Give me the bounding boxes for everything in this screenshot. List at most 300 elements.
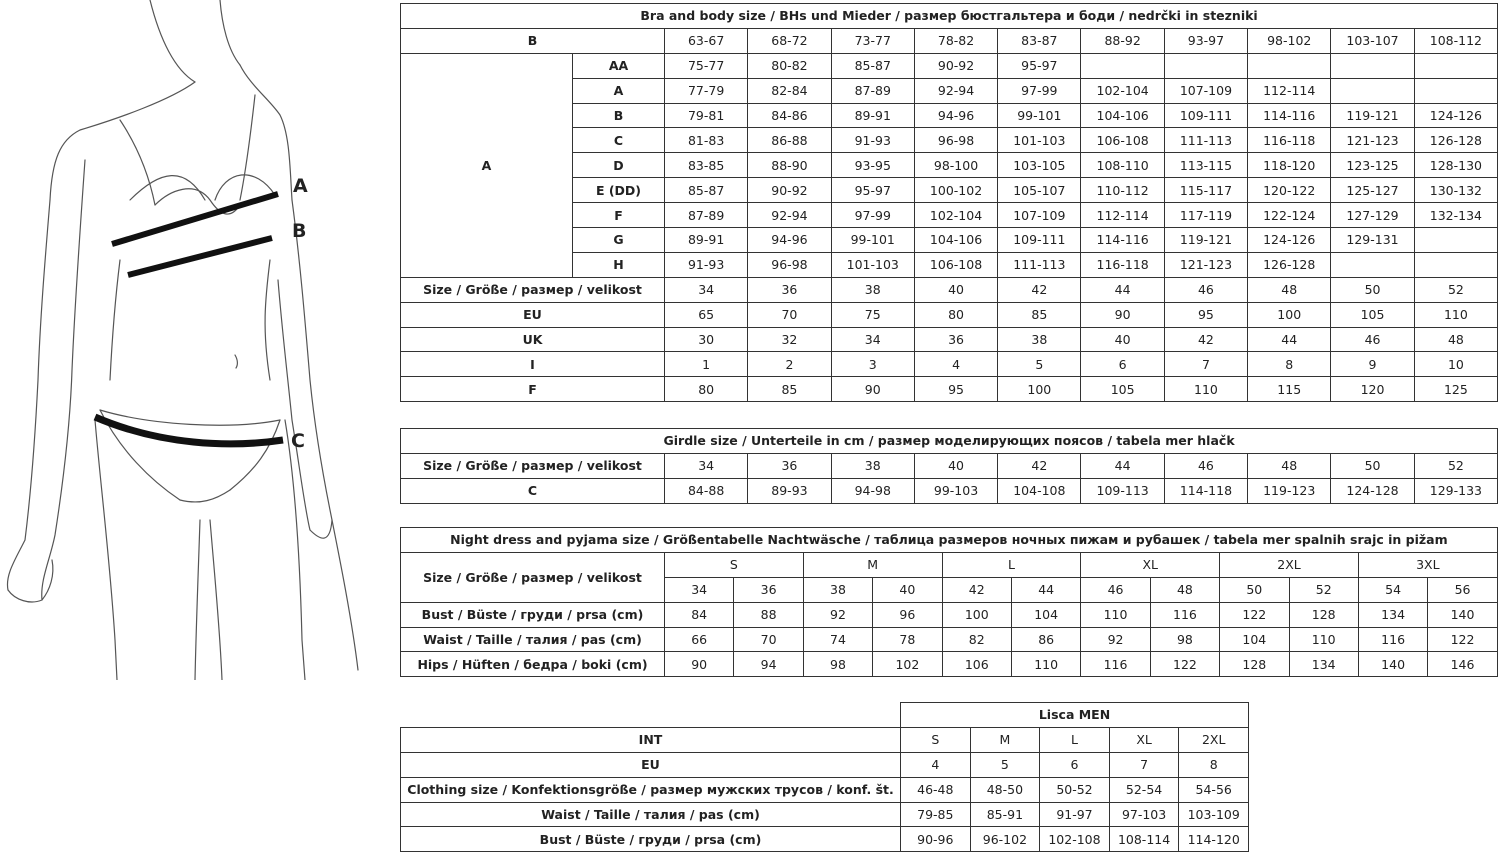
cell: 92 (803, 602, 872, 627)
cell: 84 (665, 602, 734, 627)
table-row (401, 727, 1249, 752)
cell: 38 (831, 277, 914, 302)
cell: 46 (1331, 327, 1414, 352)
cell: 100 (942, 602, 1011, 627)
row-label: Clothing size / Konfektionsgröße / размер мужских трусов / konf. št. (401, 777, 901, 802)
cell: 48 (1248, 277, 1331, 302)
cell: 5 (970, 752, 1040, 777)
cell (1248, 53, 1331, 78)
row-label: EU (401, 302, 665, 327)
size-number: 56 (1428, 577, 1498, 602)
cell: 146 (1428, 652, 1498, 677)
cell: 88-90 (748, 153, 831, 178)
cup-label: AA (573, 53, 665, 78)
cell: 122 (1150, 652, 1219, 677)
label-c: C (291, 430, 305, 452)
row-label: UK (401, 327, 665, 352)
cell: 109-111 (998, 228, 1081, 253)
size-letter: 2XL (1220, 552, 1359, 577)
cell: 94-96 (914, 103, 997, 128)
cell: 80-82 (748, 53, 831, 78)
cell: 46 (1164, 277, 1247, 302)
table-row (401, 827, 1249, 852)
row-label: Size / Größe / размер / velikost (401, 453, 665, 478)
cell: 44 (1248, 327, 1331, 352)
cell: 7 (1109, 752, 1179, 777)
cell: L (1040, 727, 1110, 752)
cell: 116 (1081, 652, 1150, 677)
cell: 124-126 (1414, 103, 1497, 128)
cell: 104 (1011, 602, 1080, 627)
cell: 110 (1289, 627, 1358, 652)
cell: 95 (1164, 302, 1247, 327)
table-title: Night dress and pyjama size / Größentabelle Nachtwäsche / таблица размеров ночных пижам и рубашек / tabela mer spalnih srajc in pižam (401, 528, 1498, 553)
cell: 85-87 (831, 53, 914, 78)
cell: 98 (1150, 627, 1219, 652)
cell: 79-81 (665, 103, 748, 128)
cell: 81-83 (665, 128, 748, 153)
cell: 88-92 (1081, 28, 1164, 53)
cell: 82-84 (748, 78, 831, 103)
cell: 90-92 (914, 53, 997, 78)
cell: 99-101 (831, 228, 914, 253)
cell: 104-108 (998, 478, 1081, 503)
cell: 110-112 (1081, 178, 1164, 203)
size-number: 52 (1289, 577, 1358, 602)
cell: 84-88 (665, 478, 748, 503)
row-label: I (401, 352, 665, 377)
cell: 94-98 (831, 478, 914, 503)
cell: 75-77 (665, 53, 748, 78)
cell: 2XL (1179, 727, 1249, 752)
cell: 132-134 (1414, 203, 1497, 228)
cell: 107-109 (1164, 78, 1247, 103)
cell: 73-77 (831, 28, 914, 53)
cell: 116 (1358, 627, 1427, 652)
cell: 110 (1011, 652, 1080, 677)
cell: 117-119 (1164, 203, 1247, 228)
cell: 106-108 (914, 252, 997, 277)
table-title: Lisca MEN (901, 703, 1249, 728)
cup-label: C (573, 128, 665, 153)
cell: 42 (998, 277, 1081, 302)
cell: 103-109 (1179, 802, 1249, 827)
cell: 104-106 (1081, 103, 1164, 128)
cell: 100-102 (914, 178, 997, 203)
cell: 79-85 (901, 802, 971, 827)
cell (1331, 53, 1414, 78)
size-number: 48 (1150, 577, 1219, 602)
cell: 116-118 (1081, 252, 1164, 277)
cell: 99-103 (914, 478, 997, 503)
cell: 96-98 (914, 128, 997, 153)
cell: 122 (1428, 627, 1498, 652)
cell: 96 (873, 602, 942, 627)
cell: 85-91 (970, 802, 1040, 827)
cell: 70 (734, 627, 803, 652)
table-row (401, 377, 1498, 402)
cell: 52 (1414, 453, 1497, 478)
cell: 119-121 (1331, 103, 1414, 128)
cup-label: G (573, 228, 665, 253)
cell: 70 (748, 302, 831, 327)
cell: 120-122 (1248, 178, 1331, 203)
cell: 52-54 (1109, 777, 1179, 802)
cell: 90-96 (901, 827, 971, 852)
cell: 65 (665, 302, 748, 327)
cell: 6 (1081, 352, 1164, 377)
cell: 119-123 (1248, 478, 1331, 503)
cell: 101-103 (998, 128, 1081, 153)
size-number: 42 (942, 577, 1011, 602)
cell: 83-87 (998, 28, 1081, 53)
cell: 125 (1414, 377, 1497, 402)
row-label: INT (401, 727, 901, 752)
cell: 104-106 (914, 228, 997, 253)
cell: 90 (1081, 302, 1164, 327)
cell: 98-102 (1248, 28, 1331, 53)
cell: 92-94 (914, 78, 997, 103)
cell: 80 (914, 302, 997, 327)
cell: 48-50 (970, 777, 1040, 802)
cell: 78 (873, 627, 942, 652)
cup-label: F (573, 203, 665, 228)
cell: 109-111 (1164, 103, 1247, 128)
cell: 94 (734, 652, 803, 677)
cell: 105 (1081, 377, 1164, 402)
cell: 1 (665, 352, 748, 377)
men-size-table (400, 702, 1249, 852)
cell: 115-117 (1164, 178, 1247, 203)
cell: 108-110 (1081, 153, 1164, 178)
cell: 134 (1289, 652, 1358, 677)
cell: 10 (1414, 352, 1497, 377)
cell: 75 (831, 302, 914, 327)
band-c (95, 417, 283, 444)
size-letter: L (942, 552, 1081, 577)
cell: 89-91 (665, 228, 748, 253)
cell: 128-130 (1414, 153, 1497, 178)
cell: 93-95 (831, 153, 914, 178)
cell: 124-126 (1248, 228, 1331, 253)
cell: 107-109 (998, 203, 1081, 228)
cell: 38 (998, 327, 1081, 352)
table-row (401, 302, 1498, 327)
size-letter: S (665, 552, 804, 577)
cup-label: H (573, 252, 665, 277)
cell: 50 (1331, 277, 1414, 302)
cell: 44 (1081, 453, 1164, 478)
cell: 42 (998, 453, 1081, 478)
cell: 124-128 (1331, 478, 1414, 503)
cell: 68-72 (748, 28, 831, 53)
cell: 90 (831, 377, 914, 402)
table-row (401, 352, 1498, 377)
cell: 80 (665, 377, 748, 402)
cell: 116 (1150, 602, 1219, 627)
row-label: C (401, 478, 665, 503)
cell: 5 (998, 352, 1081, 377)
table-row (401, 327, 1498, 352)
cell: 116-118 (1248, 128, 1331, 153)
cell: 74 (803, 627, 872, 652)
cell: 100 (1248, 302, 1331, 327)
cell: 38 (831, 453, 914, 478)
cell: 96-98 (748, 252, 831, 277)
cup-label: B (573, 103, 665, 128)
size-number: 46 (1081, 577, 1150, 602)
cell: 109-113 (1081, 478, 1164, 503)
cell: 111-113 (998, 252, 1081, 277)
cell: 36 (748, 453, 831, 478)
cell: 4 (914, 352, 997, 377)
cell: 52 (1414, 277, 1497, 302)
cell: 103-107 (1331, 28, 1414, 53)
cell (1414, 53, 1497, 78)
cell: 88 (734, 602, 803, 627)
cell (1331, 252, 1414, 277)
cell: 97-103 (1109, 802, 1179, 827)
blank-cell (401, 703, 901, 728)
table-row (401, 802, 1249, 827)
table-row (401, 652, 1498, 677)
cell: 96-102 (970, 827, 1040, 852)
cell: 92-94 (748, 203, 831, 228)
size-number: 34 (665, 577, 734, 602)
cell: 101-103 (831, 252, 914, 277)
cell: 103-105 (998, 153, 1081, 178)
cup-label: E (DD) (573, 178, 665, 203)
size-letter: 3XL (1358, 552, 1497, 577)
cell: 140 (1428, 602, 1498, 627)
table-row (401, 277, 1498, 302)
cell: 9 (1331, 352, 1414, 377)
cell: 40 (1081, 327, 1164, 352)
cell: 95-97 (998, 53, 1081, 78)
row-label: Waist / Taille / талия / pas (cm) (401, 627, 665, 652)
cell: 6 (1040, 752, 1110, 777)
row-label: Waist / Taille / талия / pas (cm) (401, 802, 901, 827)
cell (1414, 228, 1497, 253)
cell: 91-93 (665, 252, 748, 277)
size-number: 54 (1358, 577, 1427, 602)
cell: 114-120 (1179, 827, 1249, 852)
table-row (401, 777, 1249, 802)
size-number: 38 (803, 577, 872, 602)
cell: 48 (1248, 453, 1331, 478)
cell: 97-99 (831, 203, 914, 228)
size-letter: M (803, 552, 942, 577)
size-number: 40 (873, 577, 942, 602)
size-label: Size / Größe / размер / velikost (401, 552, 665, 602)
cell: 102 (873, 652, 942, 677)
cell: 4 (901, 752, 971, 777)
size-letter: XL (1081, 552, 1220, 577)
row-label: Bust / Büste / груди / prsa (cm) (401, 602, 665, 627)
cell: 111-113 (1164, 128, 1247, 153)
label-b: B (292, 220, 307, 242)
cell: 114-118 (1164, 478, 1247, 503)
cell: 82 (942, 627, 1011, 652)
cup-label: D (573, 153, 665, 178)
band-a (112, 194, 278, 244)
cell: 8 (1179, 752, 1249, 777)
cell: 66 (665, 627, 734, 652)
cell: 126-128 (1414, 128, 1497, 153)
cell: 95 (914, 377, 997, 402)
cell: 90 (665, 652, 734, 677)
cell: 36 (914, 327, 997, 352)
row-label: EU (401, 752, 901, 777)
cell: 46 (1164, 453, 1247, 478)
cell: 90-92 (748, 178, 831, 203)
girdle-size-table (400, 428, 1498, 504)
size-number: 50 (1220, 577, 1289, 602)
row-label-b: B (401, 28, 665, 53)
cell: 120 (1331, 377, 1414, 402)
cell: 112-114 (1081, 203, 1164, 228)
cell: 98-100 (914, 153, 997, 178)
cell: 40 (914, 277, 997, 302)
cell: 40 (914, 453, 997, 478)
band-b (128, 238, 272, 275)
cell: 93-97 (1164, 28, 1247, 53)
cell: 108-112 (1414, 28, 1497, 53)
cell: 130-132 (1414, 178, 1497, 203)
cell: 34 (831, 327, 914, 352)
cell: 112-114 (1248, 78, 1331, 103)
cell: 121-123 (1331, 128, 1414, 153)
cell: 34 (665, 277, 748, 302)
cell (1414, 78, 1497, 103)
cell: 84-86 (748, 103, 831, 128)
cell: 129-133 (1414, 478, 1497, 503)
cell: 83-85 (665, 153, 748, 178)
cell (1164, 53, 1247, 78)
cell: 2 (748, 352, 831, 377)
cell: 50 (1331, 453, 1414, 478)
cell: 129-131 (1331, 228, 1414, 253)
cell: 89-93 (748, 478, 831, 503)
cell: 102-104 (1081, 78, 1164, 103)
table-row (401, 478, 1498, 503)
cell: 108-114 (1109, 827, 1179, 852)
cell (1331, 78, 1414, 103)
cell: 102-104 (914, 203, 997, 228)
cell: 42 (1164, 327, 1247, 352)
cell: XL (1109, 727, 1179, 752)
cell: 118-120 (1248, 153, 1331, 178)
cell: 121-123 (1164, 252, 1247, 277)
cell: 102-108 (1040, 827, 1110, 852)
cell: 99-101 (998, 103, 1081, 128)
table-row (401, 752, 1249, 777)
cell: 122 (1220, 602, 1289, 627)
cell: 105 (1331, 302, 1414, 327)
cell: 114-116 (1081, 228, 1164, 253)
cell: 106-108 (1081, 128, 1164, 153)
cell: 86 (1011, 627, 1080, 652)
cell: 125-127 (1331, 178, 1414, 203)
cell: 44 (1081, 277, 1164, 302)
cell: 89-91 (831, 103, 914, 128)
cell: 119-121 (1164, 228, 1247, 253)
cell: 115 (1248, 377, 1331, 402)
night-dress-size-table (400, 527, 1498, 677)
row-label: Size / Größe / размер / velikost (401, 277, 665, 302)
table-title: Bra and body size / BHs und Mieder / размер бюстгальтера и боди / nedrčki in stezniki (401, 4, 1498, 29)
cup-label: A (573, 78, 665, 103)
cell: 105-107 (998, 178, 1081, 203)
cell: 134 (1358, 602, 1427, 627)
cell: 123-125 (1331, 153, 1414, 178)
cell: 106 (942, 652, 1011, 677)
cell: S (901, 727, 971, 752)
cell: 113-115 (1164, 153, 1247, 178)
cell: 48 (1414, 327, 1497, 352)
cell: 78-82 (914, 28, 997, 53)
cell: 110 (1414, 302, 1497, 327)
row-label: Bust / Büste / груди / prsa (cm) (401, 827, 901, 852)
cell: 7 (1164, 352, 1247, 377)
cell: 92 (1081, 627, 1150, 652)
cell: 3 (831, 352, 914, 377)
label-a: A (293, 175, 308, 197)
cell: 30 (665, 327, 748, 352)
cell: 127-129 (1331, 203, 1414, 228)
row-label: F (401, 377, 665, 402)
cell: 50-52 (1040, 777, 1110, 802)
cell: 110 (1164, 377, 1247, 402)
row-label-a: A (401, 53, 573, 277)
size-number: 36 (734, 577, 803, 602)
cell: 126-128 (1248, 252, 1331, 277)
cell: 97-99 (998, 78, 1081, 103)
cell: 87-89 (831, 78, 914, 103)
cell: M (970, 727, 1040, 752)
cell: 91-97 (1040, 802, 1110, 827)
cell: 122-124 (1248, 203, 1331, 228)
cell: 110 (1081, 602, 1150, 627)
cell: 36 (748, 277, 831, 302)
cell: 128 (1220, 652, 1289, 677)
bra-size-table (400, 3, 1498, 402)
size-number: 44 (1011, 577, 1080, 602)
cell: 85 (748, 377, 831, 402)
table-row (401, 453, 1498, 478)
table-row (401, 53, 1498, 78)
table-title: Girdle size / Unterteile in cm / размер моделирующих поясов / tabela mer hlačk (401, 429, 1498, 454)
row-label: Hips / Hüften / бедра / boki (cm) (401, 652, 665, 677)
cell: 85-87 (665, 178, 748, 203)
table-row (401, 602, 1498, 627)
cell: 94-96 (748, 228, 831, 253)
cell (1081, 53, 1164, 78)
cell: 95-97 (831, 178, 914, 203)
cell (1414, 252, 1497, 277)
cell: 87-89 (665, 203, 748, 228)
cell: 140 (1358, 652, 1427, 677)
cell: 34 (665, 453, 748, 478)
cell: 91-93 (831, 128, 914, 153)
cell: 77-79 (665, 78, 748, 103)
cell: 104 (1220, 627, 1289, 652)
body-measurement-figure (0, 0, 395, 680)
cell: 63-67 (665, 28, 748, 53)
table-row (401, 627, 1498, 652)
cell: 85 (998, 302, 1081, 327)
cell: 46-48 (901, 777, 971, 802)
